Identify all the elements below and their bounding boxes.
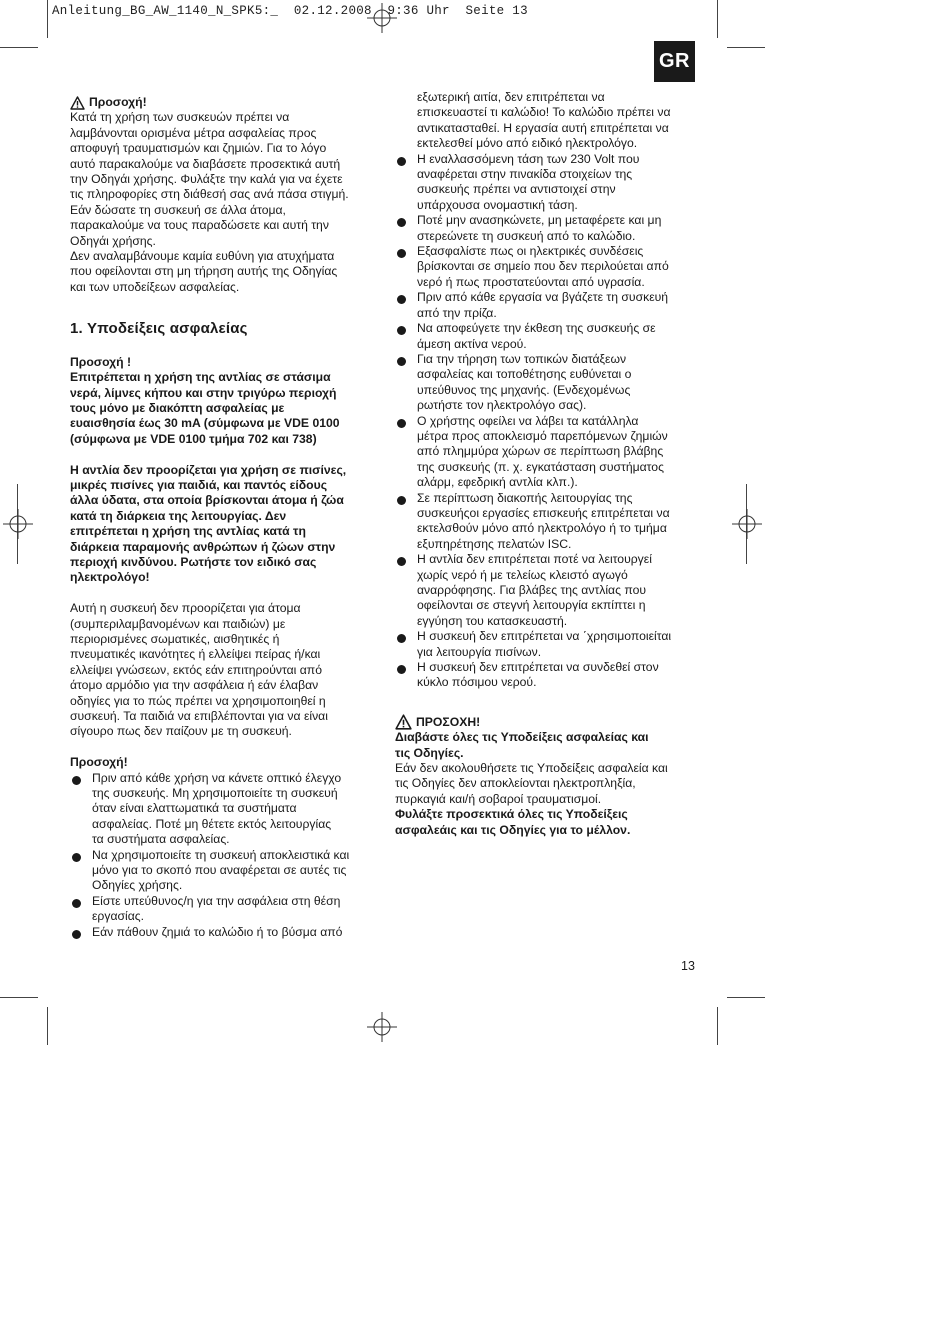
list-item (395, 414, 695, 491)
warning-triangle-icon (70, 96, 85, 110)
registration-mark-icon (732, 509, 762, 539)
pool-warning-paragraph (70, 463, 380, 586)
text-line: Εάν δώσατε τη συσκευή σε άλλα άτομα, (70, 202, 286, 217)
list-item (395, 321, 695, 352)
text-line: Σε περίπτωση διακοπής λειτουργίας της (417, 490, 633, 505)
warning-title: Προσοχή! (89, 95, 147, 109)
right-column (395, 90, 695, 838)
text-line: εξυπηρέτησης πελατών ISC. (417, 536, 572, 551)
text-line: που οφείλονται στη μη τήρηση αυτής της Οδηγίας (70, 264, 338, 279)
crop-mark (47, 1007, 48, 1045)
text-line: Πριν από κάθε εργασία να βγάζετε τη συσκευή (417, 290, 669, 305)
text-line: συσκευή. Τα παιδιά να επιβλέπονται για να είναι (70, 709, 328, 723)
text-line: αυτό παρακαλούμε να διαβάσετε προσεκτικά αυτή (70, 156, 341, 171)
text-line: παρακαλούμε να τους παραδώσετε και αυτή την (70, 218, 329, 233)
text-line: μικρές πισίνες για παιδιά, και παντός είδους (70, 477, 328, 492)
final-warning-bold-1 (395, 730, 695, 761)
language-badge: GR (654, 41, 695, 82)
caution-rcd-paragraph (70, 355, 380, 447)
text-line: μέτρα προς αποκλεισμό παρεπόμενων ζημιών (417, 428, 668, 443)
list-item (395, 552, 695, 629)
list-item (70, 771, 380, 848)
text-line: Προσοχή ! (70, 354, 132, 369)
text-line: από πλημμύρα χώρων σε περίπτωση βλάβης (417, 444, 664, 459)
text-line: τα συστήματα ασφαλείας. (92, 832, 230, 847)
text-line: για λειτουργία πισίνων. (417, 644, 542, 659)
text-line: ασφαλείας και τοποθέτησης ευθύνεται ο (417, 367, 632, 382)
safety-bullet-list (395, 152, 695, 691)
text-line: Η εναλλασσόμενη τάση των 230 Volt που (417, 151, 640, 166)
text-line: εργασίας. (92, 909, 145, 924)
text-line: ελλείψει γνώσεων, εκτός εάν επιτηρούνται από (70, 662, 322, 677)
text-line: άμεση ακτίνα νερού. (417, 336, 527, 351)
list-title: Προσοχή! (70, 755, 128, 770)
text-line: νερά, λίμνες κήπου και στην τριγύρω περιοχή (70, 385, 337, 400)
text-line: αναφέρεται στην πινακίδα στοιχείων της (417, 167, 633, 182)
text-line: Οδηγίες χρήσης. (92, 878, 183, 893)
text-line: βρίσκονται σε σημείο που δεν περιλούεται από (417, 259, 669, 274)
list-item (395, 629, 695, 660)
text-line: Κατά τη χρήση των συσκευών πρέπει να (70, 110, 290, 125)
safety-bullet-list (70, 771, 380, 940)
final-warning-bold-2 (395, 807, 695, 838)
crop-mark (727, 47, 765, 48)
text-line: Ο χρήστης οφείλει να λάβει τα κατάλληλα (417, 413, 639, 428)
text-line: Η συσκευή δεν επιτρέπεται να συνδεθεί στον (417, 660, 659, 675)
list-item (395, 152, 695, 214)
list-item (395, 244, 695, 290)
text-line: μόνο για το σκοπό που αναφέρεται σε αυτές τις (92, 863, 347, 878)
text-line: άτομο αρμόδιο για την ασφάλεια ή εάν έλαβαν (70, 678, 319, 693)
list-item (70, 925, 380, 940)
text-line: αναρρόφησης. Για βλάβες της αντλίας που (417, 583, 647, 597)
text-line: άλλα ύδατα, στα οποία βρίσκονται άτομα ή ζώα (70, 493, 344, 508)
text-line: Πριν από κάθε χρήση να κάνετε οπτικό έλεγχο (92, 770, 342, 785)
text-line: χωρίς νερό ή με τελείως κλειστό αγωγό (417, 567, 628, 582)
text-line: εκτελσθούν μόνο από ηλεκτρολόγο ή το τμήμα (417, 521, 667, 536)
text-line: Να αποφεύγετε την έκθεση της συσκευής σε (417, 321, 656, 336)
text-line: Η συσκευή δεν επιτρέπεται να ΄χρησιμοποιείται (417, 629, 672, 644)
list-item (395, 491, 695, 553)
text-line: επιτρέπεται η χρήση της αντλίας κατά τη (70, 524, 306, 539)
text-line: της συσκευής. Μη χρησιμοποιείτε τη συσκευή (92, 786, 338, 801)
final-warning-text (395, 761, 695, 807)
text-line: στερεώνετε τη συσκευή από το καλώδιο. (417, 228, 636, 243)
text-line: Ποτέ μην ανασηκώνετε, μη μεταφέρετε και μη (417, 213, 662, 228)
list-item-continuation (395, 90, 695, 152)
text-line: ευαισθησία έως 30 mA (σύμφωνα με VDE 0100 (70, 416, 340, 431)
list-item (70, 848, 380, 894)
list-item (395, 660, 695, 691)
final-warning-heading (395, 714, 695, 730)
text-line: Η αντλία δεν προορίζεται για χρήση σε πισίνες, (70, 462, 347, 477)
list-item (70, 894, 380, 925)
text-line: ηλεκτρολόγο! (70, 570, 150, 585)
crop-mark (727, 997, 765, 998)
text-line: υπεύθυνος της μηχανής. (Ενδεχομένως (417, 382, 631, 397)
registration-mark-icon (367, 3, 397, 33)
text-line: πυρκαγιά και/ή σοβαροί τραυματισμοί. (395, 791, 602, 806)
text-line: εγγύηση του κατασκευαστή. (417, 613, 568, 628)
text-line: διάρκεια παραμονής ανθρώπων ή ζώων στην (70, 539, 336, 554)
text-line: Εξασφαλίστε πως οι ηλεκτρικές συνδέσεις (417, 244, 644, 259)
text-line: αλάρμ, εφεδρική αντλία κλπ.). (417, 475, 578, 490)
text-line: σίγουρο πως δεν παίζουν με τη συσκευή. (70, 724, 292, 739)
crop-mark (717, 1007, 718, 1045)
persons-paragraph (70, 601, 380, 740)
text-line: Η αντλία δεν επιτρέπεται ποτέ να λειτουργεί (417, 552, 652, 567)
text-line: Επιτρέπεται η χρήση της αντλίας σε στάσιμα (70, 370, 331, 385)
text-line: Διαβάστε όλες τις Υποδείξεις ασφαλείας και (395, 730, 649, 745)
text-line: τις Οδηγίες. (395, 745, 464, 760)
text-line: της συσκευής (π. χ. εγκατάσταση συστήματος (417, 459, 664, 474)
text-line: ρωτήστε τον ηλεκτρολόγο σας). (417, 398, 587, 413)
text-line: εκτελεσθεί μόνο από ειδικό ηλεκτρολόγο. (417, 136, 638, 151)
text-line: περιορισμένες σωματικές, αισθητικές ή (70, 631, 280, 646)
page-number: 13 (681, 959, 695, 973)
left-column (70, 95, 380, 940)
text-line: (συμπεριλαμβανομένων και παιδιών) με (70, 616, 286, 631)
text-line: εξωτερική αιτία, δεν επιτρέπεται να (417, 90, 605, 104)
text-line: και των υποδείξεων ασφαλείας. (70, 279, 240, 294)
text-line: Δεν αναλαμβάνουμε καμία ευθύνη για ατυχήματα (70, 249, 335, 264)
text-line: οδηγίες για το πώς πρέπει να χρησιμοποιηθεί η (70, 693, 326, 708)
text-line: ασφαλείας. Ποτέ μη θέτετε εκτός λειτουργίας (92, 816, 332, 831)
text-line: Για την τήρηση των τοπικών διατάξεων (417, 351, 627, 366)
text-line: Να χρησιμοποιείτε τη συσκευή αποκλειστικά και (92, 847, 350, 862)
text-line: αντικατασταθεί. Η εργασία αυτή επιτρέπεται να (417, 120, 669, 135)
print-slug-header: Anleitung_BG_AW_1140_N_SPK5:_ 02.12.2008 9:36 Uhr Seite 13 (52, 4, 528, 18)
text-line: αποφυγή τραυματισμών και ζημιών. Για το λόγο (70, 141, 327, 156)
text-line: κατά τη διάρκεια της λειτουργίας. Δεν (70, 508, 287, 523)
text-line: υπάρχουσα ονομαστική τάση. (417, 197, 578, 212)
text-line: από την πρίζα. (417, 305, 497, 320)
text-line: πνευματικές ικανότητες ή ελλείψει πείρας ή/και (70, 647, 321, 662)
final-warning-title: ΠΡΟΣΟΧΗ! (416, 714, 481, 729)
text-line: τις πληροφορίες στη διάθεσή σας ανά πάσα στιγμή. (70, 187, 349, 202)
text-line: ασφαλεάις και τις Οδηγίες για το μέλλον. (395, 822, 631, 837)
warning-heading (70, 95, 380, 110)
text-line: κύκλο πόσιμου νερού. (417, 675, 537, 690)
crop-mark (717, 0, 718, 38)
crop-mark (0, 997, 38, 998)
text-line: Είστε υπεύθυνος/η για την ασφάλεια στη θέση (92, 893, 341, 908)
text-line: λαμβάνονται ορισμένα μέτρα ασφαλείας προς (70, 125, 317, 140)
section-heading: 1. Υποδείξεις ασφαλείας (70, 320, 248, 338)
text-line: οφείλονται σε στεγνή λειτουργία εκπίπτει η (417, 598, 646, 613)
text-line: τους μόνο με διακόπτη ασφαλείας με (70, 400, 285, 415)
list-item (395, 290, 695, 321)
crop-mark (0, 47, 38, 48)
list-item (395, 213, 695, 244)
text-line: Εάν πάθουν ζημιά το καλώδιο ή το βύσμα από (92, 924, 343, 939)
text-line: συσκευήςοι εργασίες επισκευής επιτρέπεται να (417, 505, 670, 520)
text-line: Αυτή η συσκευή δεν προορίζεται για άτομα (70, 601, 301, 616)
continuation-text (395, 90, 695, 152)
registration-mark-icon (367, 1012, 397, 1042)
text-line: όταν είναι ελαττωματικά τα συστήματα (92, 801, 297, 816)
text-line: την Οδηγάι χρήσης. Φυλάξτε την καλά για να έχετε (70, 172, 343, 187)
text-line: τις Οδηγίες δεν αποκλείονται ηλεκτροπληξία, (395, 776, 636, 791)
crop-mark (47, 0, 48, 38)
text-line: επισκευαστεί τι καλώδιο! Το καλώδιο πρέπει να (417, 105, 671, 120)
warning-paragraph (70, 110, 380, 249)
liability-paragraph (70, 249, 380, 295)
registration-mark-icon (3, 509, 33, 539)
list-item (395, 352, 695, 414)
text-line: νερό ή πως προστατεύονται από υγρασία. (417, 274, 645, 289)
warning-triangle-icon (395, 714, 412, 730)
text-line: Οδηγάι χρήσης. (70, 233, 156, 248)
text-line: Εάν δεν ακολουθήσετε τις Υποδείξεις ασφαλεία και (395, 761, 668, 776)
text-line: περιοχή κινδύνου. Ρωτήστε τον ειδικό σας (70, 554, 317, 569)
text-line: Φυλάξτε προσεκτικά όλες τις Υποδείξεις (395, 807, 628, 822)
text-line: (σύμφωνα με VDE 0100 τμήμα 702 και 738) (70, 431, 317, 446)
text-line: συσκευής πρέπει να αντιστοιχεί στην (417, 182, 616, 197)
